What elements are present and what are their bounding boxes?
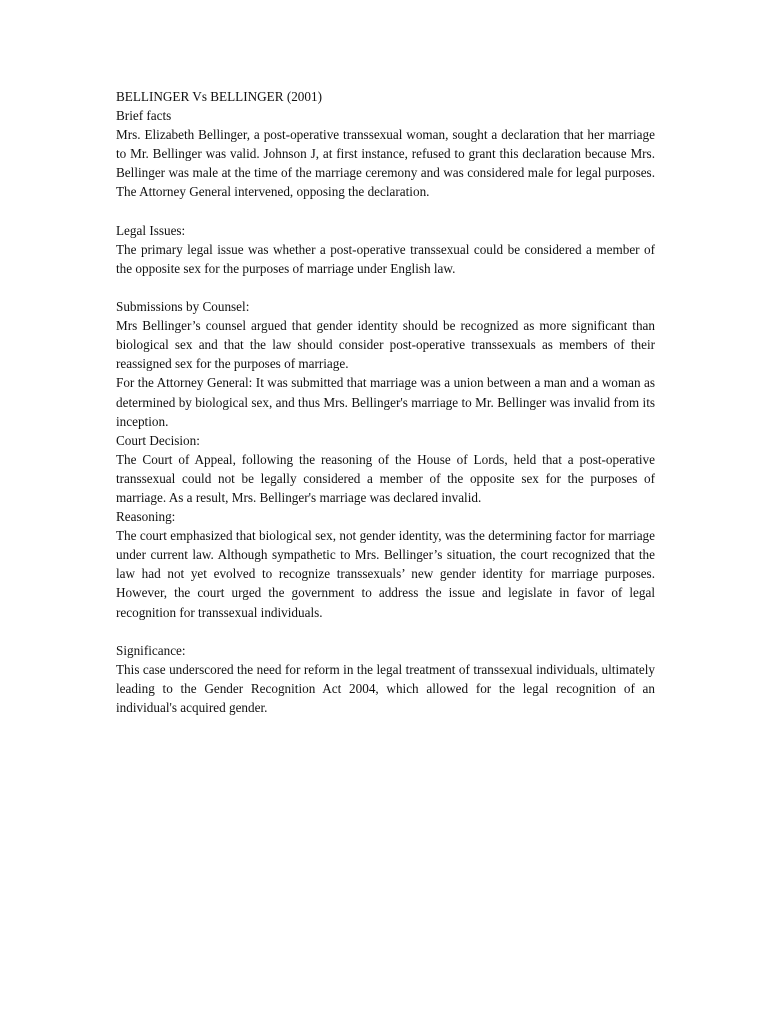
section-spacer bbox=[116, 202, 655, 221]
reasoning-heading: Reasoning: bbox=[116, 509, 176, 525]
significance-text: This case underscored the need for reform in the legal treatment of transsexual individuals, ultimately leading to the Gender Recognition Act 2004, which allowed for the legal recognition of an individual's acquired gender. bbox=[116, 661, 655, 715]
section-spacer bbox=[116, 278, 655, 297]
submissions-claimant-text: Mrs Bellinger’s counsel argued that gender identity should be recognized as more significant than biological sex and that the law should consider post-operative transsexuals as members of their reassigned sex for the purposes of marriage. bbox=[116, 318, 655, 372]
legal-issues-text: The primary legal issue was whether a post-operative transsexual could be considered a member of the opposite sex for the purposes of marriage under English law. bbox=[116, 241, 655, 276]
document-title: BELLINGER Vs BELLINGER (2001) bbox=[116, 89, 322, 104]
court-decision-text: The Court of Appeal, following the reasoning of the House of Lords, held that a post-operative transsexual could not be legally considered a member of the opposite sex for the purposes of marriage. As a result, Mrs. Bellinger's marriage was declared invalid. bbox=[116, 451, 655, 505]
document-page bbox=[116, 87, 655, 717]
significance-heading: Significance: bbox=[116, 642, 186, 658]
reasoning-text: The court emphasized that biological sex, not gender identity, was the determining factor for marriage under current law. Although sympathetic to Mrs. Bellinger’s situation, the court recognized that the law had not yet evolved to recognize transsexuals’ new gender identity for marriage purposes. However, the court urged the government to address the issue and legislate in favor of legal recognition for transsexual individuals. bbox=[116, 528, 655, 620]
submissions-attorney-general-text: For the Attorney General: It was submitted that marriage was a union between a man and a woman as determined by biological sex, and thus Mrs. Bellinger's marriage to Mr. Bellinger was invalid from its inception. bbox=[116, 375, 655, 429]
legal-issues-heading: Legal Issues: bbox=[116, 222, 186, 238]
section-spacer bbox=[116, 622, 655, 641]
brief-facts-text: Mrs. Elizabeth Bellinger, a post-operative transsexual woman, sought a declaration that her marriage to Mr. Bellinger was valid. Johnson J, at first instance, refused to grant this declaration because Mrs. Bellinger was male at the time of the marriage ceremony and was considered male for legal purposes. The Attorney General intervened, opposing the declaration. bbox=[116, 127, 655, 200]
court-decision-heading: Court Decision: bbox=[116, 432, 200, 448]
submissions-heading: Submissions by Counsel: bbox=[116, 299, 250, 315]
brief-facts-heading: Brief facts bbox=[116, 108, 172, 124]
